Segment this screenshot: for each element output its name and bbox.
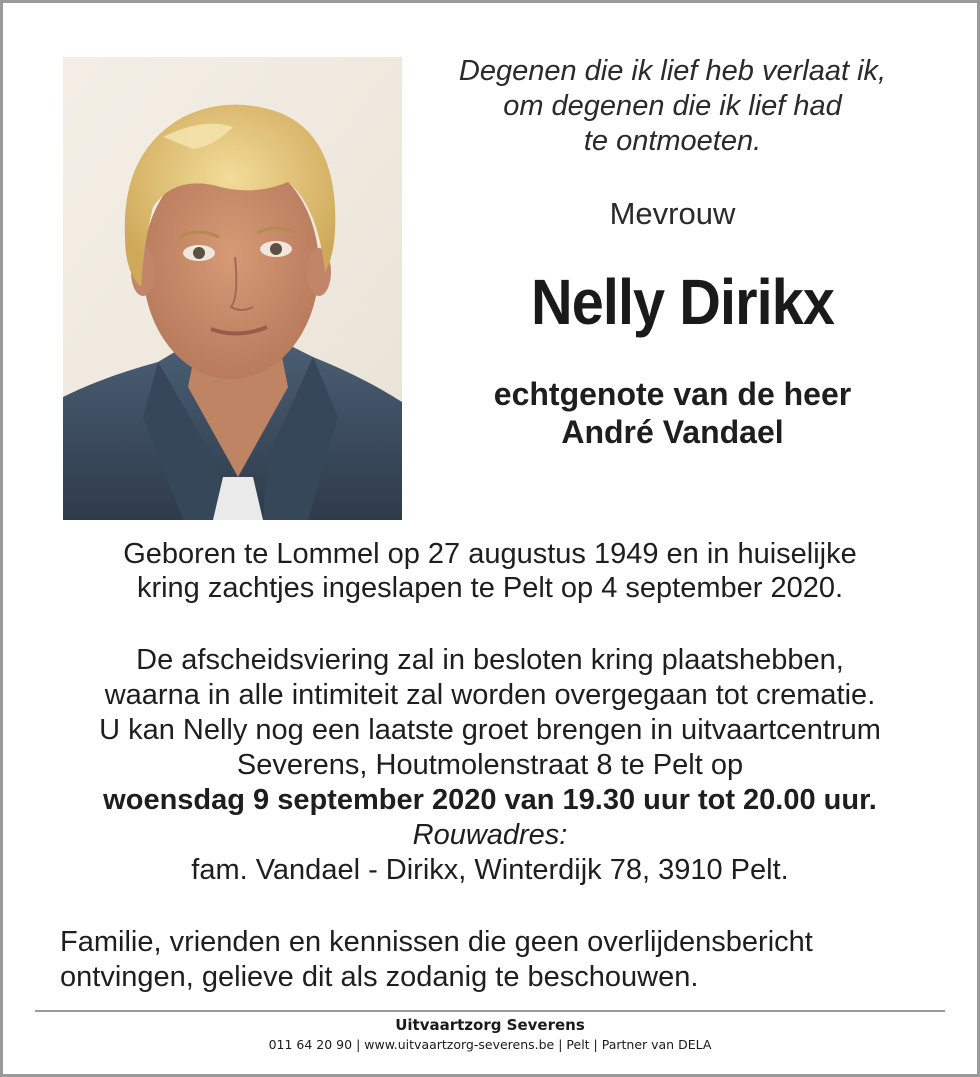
service-line: waarna in alle intimiteit zal worden overgegaan tot crematie. [104,679,876,711]
birth-line: Geboren te Lommel op 27 augustus 1949 en in huiselijke [123,538,857,570]
spouse-info [430,375,915,451]
quote-line: om degenen die ik lief had [503,90,842,122]
service-line: Severens, Houtmolenstraat 8 te Pelt op [236,749,744,781]
funeral-company-contact: 011 64 20 90 | www.uitvaartzorg-severens.be | Pelt | Partner van DELA [268,1037,712,1052]
spouse-line: echtgenote van de heer [493,376,852,412]
service-line: U kan Nelly nog een laatste groet brengen in uitvaartcentrum [99,714,881,746]
deceased-name: Nelly Dirikx [531,266,834,338]
service-date-time: woensdag 9 september 2020 van 19.30 uur tot 20.00 uur. [103,784,877,816]
memorial-quote [430,54,915,159]
family-notice-line: ontvingen, gelieve dit als zodanig te beschouwen. [60,961,699,993]
funeral-company-name: Uitvaartzorg Severens [395,1016,585,1034]
honorific: Mevrouw [609,196,736,231]
family-notice-line: Familie, vrienden en kennissen die geen overlijdensbericht [60,926,813,958]
quote-line: te ontmoeten. [583,125,762,157]
spouse-name: André Vandael [561,414,784,450]
service-info [30,643,950,888]
quote-line: Degenen die ik lief heb verlaat ik, [458,55,887,87]
portrait-photo [63,57,402,520]
birth-line: kring zachtjes ingeslapen te Pelt op 4 september 2020. [136,572,844,604]
birth-death-info [30,537,950,605]
family-notice [60,925,940,995]
address-label: Rouwadres: [412,819,568,851]
footer-divider [35,1010,945,1012]
service-line: De afscheidsviering zal in besloten kring plaatshebben, [136,644,844,676]
mourning-address: fam. Vandael - Dirikx, Winterdijk 78, 3910 Pelt. [191,854,789,886]
